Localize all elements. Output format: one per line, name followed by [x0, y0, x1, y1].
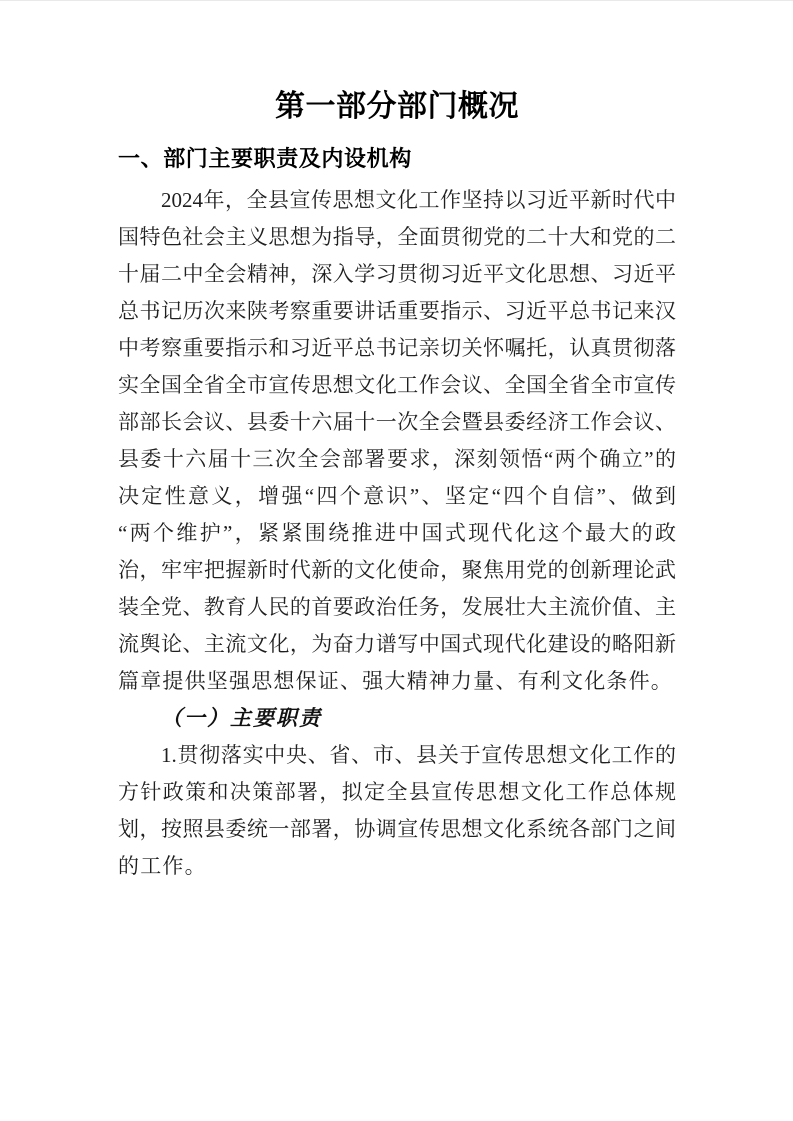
- text-line: 县委十六届十三次全会部署要求，深刻领悟“两个确立”的: [118, 447, 676, 471]
- text-line: 流舆论、主流文化，为奋力谱写中国式现代化建设的略阳新: [118, 632, 676, 656]
- text-line: 1.贯彻落实中央、省、市、县关于宣传思想文化工作的: [161, 743, 676, 767]
- document-body: [118, 182, 676, 885]
- text-line: 2024年，全县宣传思想文化工作坚持以习近平新时代中: [161, 188, 676, 212]
- text-line: 十届二中全会精神，深入学习贯彻习近平文化思想、习近平: [118, 262, 676, 286]
- document-title: 第一部分部门概况: [275, 90, 519, 123]
- text-line: 总书记历次来陕考察重要讲话重要指示、习近平总书记来汉: [118, 299, 676, 323]
- text-line: 的工作。: [118, 854, 207, 878]
- section-heading: 一、部门主要职责及内设机构: [118, 146, 412, 171]
- text-line: 篇章提供坚强思想保证、强大精神力量、有利文化条件。: [118, 669, 673, 693]
- text-line: 部部长会议、县委十六届十一次全会暨县委经济工作会议、: [118, 410, 676, 434]
- subheading-main-duties: [118, 700, 676, 737]
- text-line: （一）主要职责: [161, 706, 322, 730]
- text-line: 划，按照县委统一部署，协调宣传思想文化系统各部门之间: [118, 817, 676, 841]
- document-content: [0, 1, 793, 885]
- duty-item-1-paragraph: [118, 737, 676, 885]
- text-line: 决定性意义，增强“四个意识”、坚定“四个自信”、做到: [118, 484, 676, 508]
- text-line: 装全党、教育人民的首要政治任务，发展壮大主流价值、主: [118, 595, 676, 619]
- text-line: 实全国全省全市宣传思想文化工作会议、全国全省全市宣传: [118, 373, 676, 397]
- text-line: 中考察重要指示和习近平总书记亲切关怀嘱托，认真贯彻落: [118, 336, 676, 360]
- text-line: 国特色社会主义思想为指导，全面贯彻党的二十大和党的二: [118, 225, 676, 249]
- intro-paragraph: [118, 182, 676, 700]
- text-line: “两个维护”，紧紧围绕推进中国式现代化这个最大的政: [118, 521, 676, 545]
- text-line: 方针政策和决策部署，拟定全县宣传思想文化工作总体规: [118, 780, 676, 804]
- text-line: 治，牢牢把握新时代新的文化使命，聚焦用党的创新理论武: [118, 558, 676, 582]
